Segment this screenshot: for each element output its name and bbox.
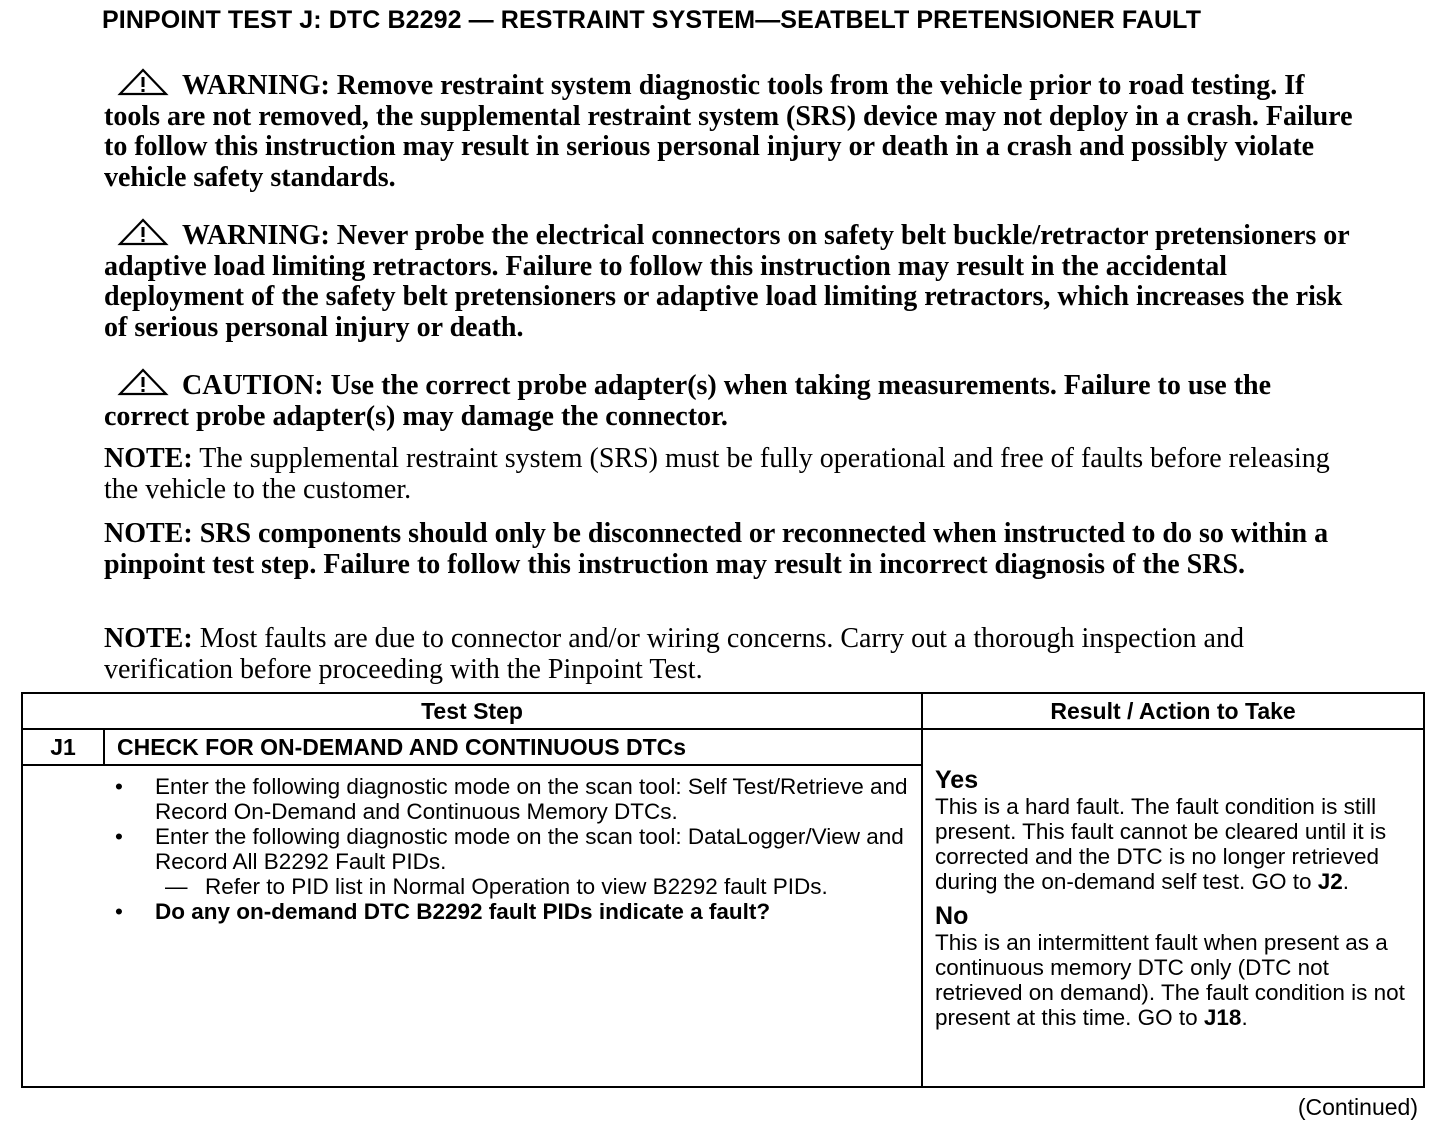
warning-text: Remove restraint system diagnostic tools from the vehicle prior to road testing. If tools are not removed, the supplemental restraint system (SRS) device may not deploy in a crash. Failure to follow this instruction may result in serious personal injury or death in a crash and possibly violate vehicle safety standards.: [104, 70, 1353, 193]
caution-block: [104, 368, 1354, 432]
list-item: [23, 774, 921, 824]
bullet-icon: •: [115, 899, 123, 924]
step-title: CHECK FOR ON-DEMAND AND CONTINUOUS DTCs: [104, 729, 922, 765]
dash-icon: —: [165, 874, 188, 899]
note-text: SRS components should only be disconnected or reconnected when instructed to do so within a pinpoint test step. Failure to follow this instruction may result in incorrect diagnosis of the SRS.: [104, 518, 1329, 580]
caution-label: CAUTION:: [182, 370, 324, 401]
yes-result: This is a hard fault. The fault condition is still present. This fault cannot be cleared until it is corrected and the DTC is no longer retrieved during the on-demand self test. GO to J2.: [935, 794, 1387, 894]
sub-instruction-text: Refer to PID list in Normal Operation to view B2292 fault PIDs.: [205, 874, 828, 899]
note-block-2: [104, 519, 1354, 580]
note-text: The supplemental restraint system (SRS) must be fully operational and free of faults before releasing the vehicle to the customer.: [104, 443, 1330, 505]
note-label: NOTE:: [104, 443, 193, 474]
sub-list: [155, 874, 921, 899]
yes-text: This is a hard fault. The fault condition is still present. This fault cannot be cleared until it is corrected and the DTC is no longer retrieved during the on-demand self test. GO to: [935, 794, 1387, 894]
note-block-1: [104, 444, 1354, 505]
instruction-text: Enter the following diagnostic mode on the scan tool: Self Test/Retrieve and Record On-Demand and Continuous Memory DTCs.: [155, 774, 908, 824]
yes-label: Yes: [935, 766, 979, 794]
result-cell: [922, 729, 1424, 1087]
step-id: J1: [22, 729, 104, 765]
caution-text: Use the correct probe adapter(s) when taking measurements. Failure to use the correct probe adapter(s) may damage the connector.: [104, 370, 1272, 432]
no-text: This is an intermittent fault when present as a continuous memory DTC only (DTC not retrieved on demand). The fault condition is not present at this time. GO to: [935, 930, 1405, 1030]
step-question: Do any on-demand DTC B2292 fault PIDs indicate a fault?: [155, 899, 771, 924]
pinpoint-test-table: [21, 692, 1425, 1088]
warning-triangle-icon: [114, 218, 172, 246]
list-item: [23, 824, 921, 899]
warning-text: Never probe the electrical connectors on safety belt buckle/retractor pretensioners or adaptive load limiting retractors. Failure to follow this instruction may result in the accidental deployment of the safety belt pretensioners or adaptive load limiting retractors, which increases the risk of serious personal injury or death.: [104, 220, 1350, 343]
caution-triangle-icon: [114, 368, 172, 396]
warning-block-2: [104, 218, 1354, 343]
test-step-header: Test Step: [22, 693, 922, 729]
instruction-text: Enter the following diagnostic mode on the scan tool: DataLogger/View and Record All B2292 Fault PIDs.: [155, 824, 904, 874]
continued-label: (Continued): [1297, 1094, 1418, 1120]
note-label: NOTE:: [104, 623, 193, 654]
result-action-header: Result / Action to Take: [922, 693, 1424, 729]
warning-triangle-icon: [114, 68, 172, 96]
no-goto-link[interactable]: J18: [1203, 1005, 1242, 1030]
note-label: NOTE:: [104, 518, 193, 549]
note-block-3: [104, 624, 1354, 685]
no-result: This is an intermittent fault when present as a continuous memory DTC only (DTC not retrieved on demand). The fault condition is not present at this time. GO to J18.: [935, 930, 1405, 1030]
yes-goto-link[interactable]: J2: [1317, 869, 1343, 894]
sub-list-item: [155, 874, 921, 899]
no-label: No: [935, 902, 969, 930]
bullet-icon: •: [115, 824, 123, 849]
step-body: [22, 765, 922, 1087]
warning-label: WARNING:: [182, 70, 330, 101]
warning-label: WARNING:: [182, 220, 330, 251]
step-instructions: [23, 766, 921, 924]
list-item: [23, 899, 921, 924]
bullet-icon: •: [115, 774, 123, 799]
note-text: Most faults are due to connector and/or wiring concerns. Carry out a thorough inspection and verification before proceeding with the Pinpoint Test.: [104, 623, 1244, 685]
page-title: PINPOINT TEST J: DTC B2292 — RESTRAINT SYSTEM—SEATBELT PRETENSIONER FAULT: [102, 6, 1202, 34]
warning-block-1: [104, 68, 1354, 193]
